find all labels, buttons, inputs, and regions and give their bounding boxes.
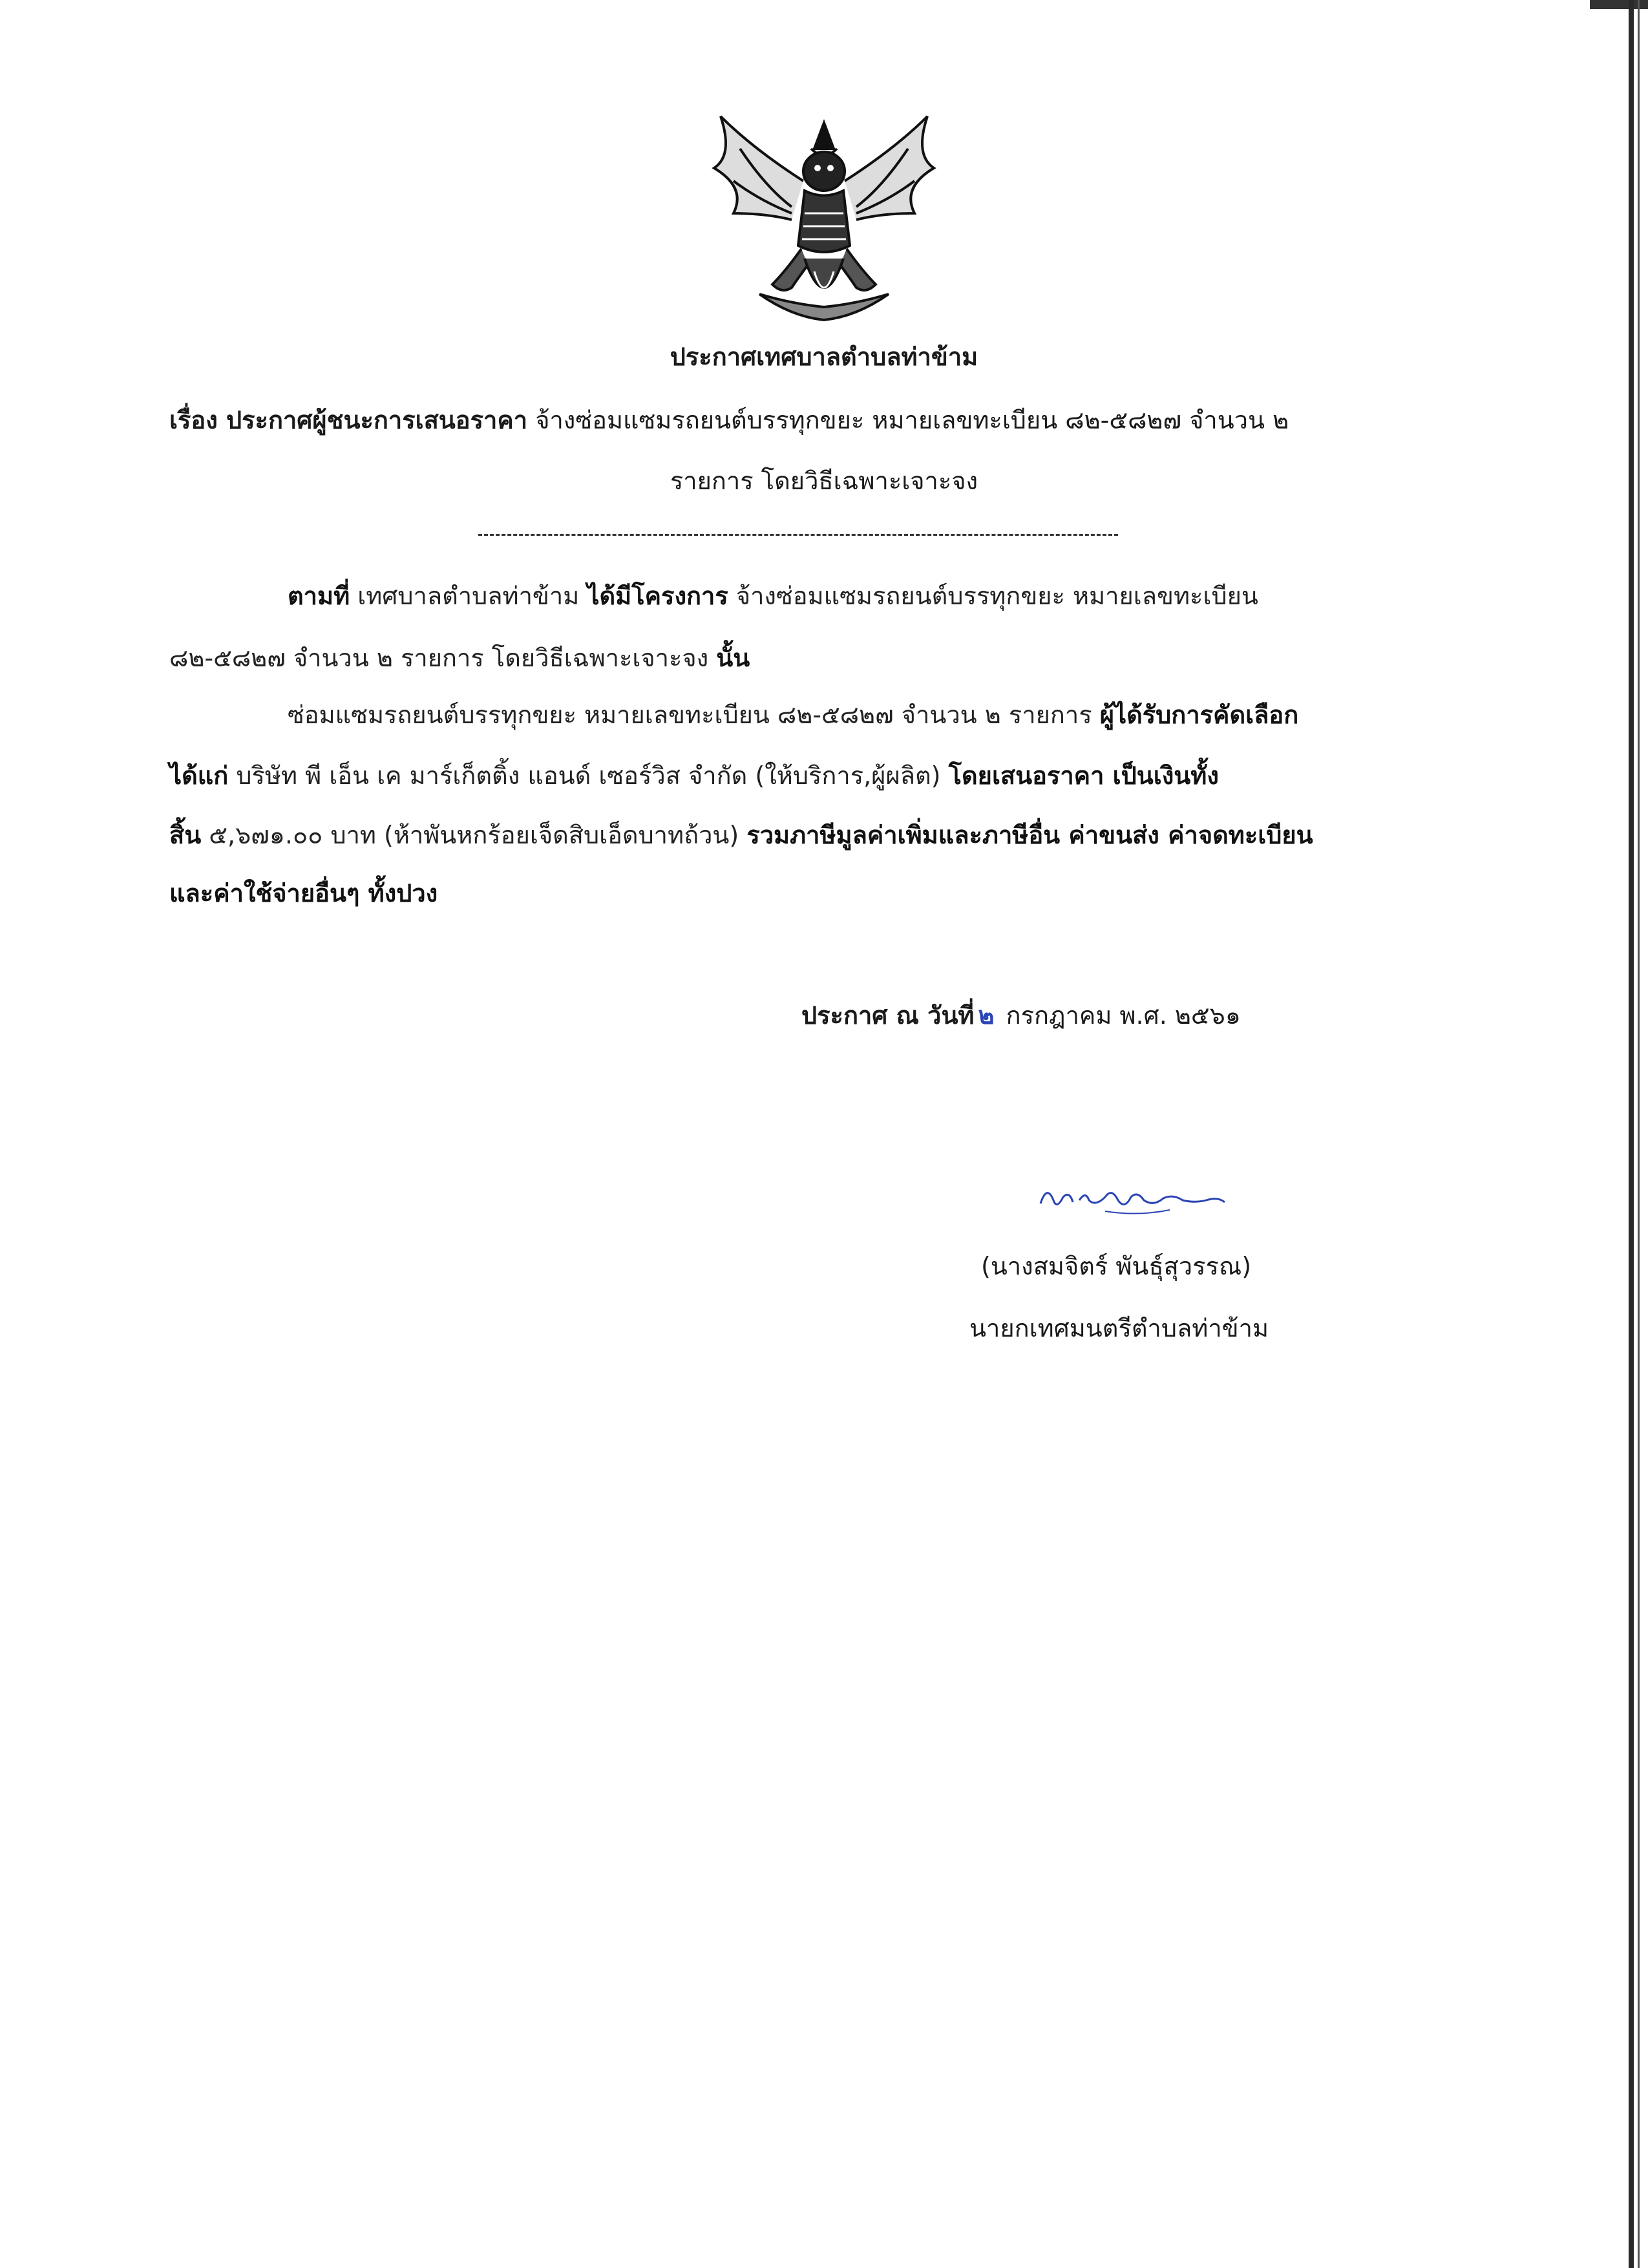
p1-lead: ตามที่ xyxy=(288,582,350,610)
subject-line xyxy=(169,406,1289,436)
subject-line-2 xyxy=(0,467,1648,496)
subject-text: จ้างซ่อมแซมรถยนต์บรรทุกขยะ หมายเลขทะเบียน ๘๒-๕๘๒๗ จำนวน ๒ xyxy=(527,406,1289,434)
p1-org: เทศบาลตำบลท่าข้าม xyxy=(350,582,587,610)
paragraph-2-line-2 xyxy=(169,761,1219,791)
p2-price-label: โดยเสนอราคา เป็นเงินทั้ง xyxy=(948,761,1219,790)
p2-total-label: สิ้น xyxy=(169,821,202,849)
paragraph-1-line-2 xyxy=(169,644,750,673)
p1-line2-end: นั้น xyxy=(716,644,750,672)
announcement-title: ประกาศเทศบาลตำบลท่าข้าม xyxy=(670,343,978,371)
date-prefix: ประกาศ ณ วันที่ xyxy=(801,1001,975,1030)
dashed-divider xyxy=(478,534,1118,536)
paragraph-2-line-4 xyxy=(169,879,438,909)
p2-winner-name: บริษัท พี เอ็น เค มาร์เก็ตติ้ง แอนด์ เซอร์วิส จำกัด (ให้บริการ,ผู้ผลิต) xyxy=(228,761,949,790)
p2-amount: ๕,๖๗๑.๐๐ บาท (ห้าพันหกร้อยเจ็ดสิบเอ็ดบาทถ้วน) xyxy=(201,821,747,849)
p1-project: จ้างซ่อมแซมรถยนต์บรรทุกขยะ หมายเลขทะเบียน xyxy=(728,582,1258,610)
paragraph-2-line-3 xyxy=(169,821,1313,851)
date-rest: กรกฎาคม พ.ศ. ๒๕๖๑ xyxy=(998,1001,1241,1030)
p2-tax-note: รวมภาษีมูลค่าเพิ่มและภาษีอื่น ค่าขนส่ง ค่าจดทะเบียน xyxy=(746,821,1313,849)
subject-text-2: รายการ โดยวิธีเฉพาะเจาะจง xyxy=(670,467,978,495)
p1-line2-text: ๘๒-๕๘๒๗ จำนวน ๒ รายการ โดยวิธีเฉพาะเจาะจง xyxy=(169,644,717,672)
garuda-emblem-icon xyxy=(695,110,953,323)
paragraph-2-line-1 xyxy=(288,701,1298,730)
date-day: ๒ xyxy=(978,1001,995,1030)
handwritten-signature xyxy=(1034,1171,1228,1223)
p2-line1-text: ซ่อมแซมรถยนต์บรรทุกขยะ หมายเลขทะเบียน ๘๒-๕๘๒๗ จำนวน ๒ รายการ xyxy=(288,701,1100,729)
subject-bold: เรื่อง ประกาศผู้ชนะการเสนอราคา xyxy=(169,406,528,434)
scan-edge-right xyxy=(1629,0,1634,2268)
signatory-name: (นางสมจิตร์ พันธุ์สุวรรณ) xyxy=(981,1252,1252,1280)
p1-project-label: ได้มีโครงการ xyxy=(587,582,728,610)
p2-selected-label: ผู้ได้รับการคัดเลือก xyxy=(1099,701,1299,729)
p2-winner-label: ได้แก่ xyxy=(169,761,229,790)
signatory-position: นายกเทศมนตรีตำบลท่าข้าม xyxy=(969,1314,1269,1342)
scan-edge-right-inner xyxy=(1638,0,1640,2268)
announcement-date xyxy=(801,995,1241,1035)
p2-closing: และค่าใช้จ่ายอื่นๆ ทั้งปวง xyxy=(169,879,438,907)
paragraph-1-line-1 xyxy=(288,582,1258,611)
